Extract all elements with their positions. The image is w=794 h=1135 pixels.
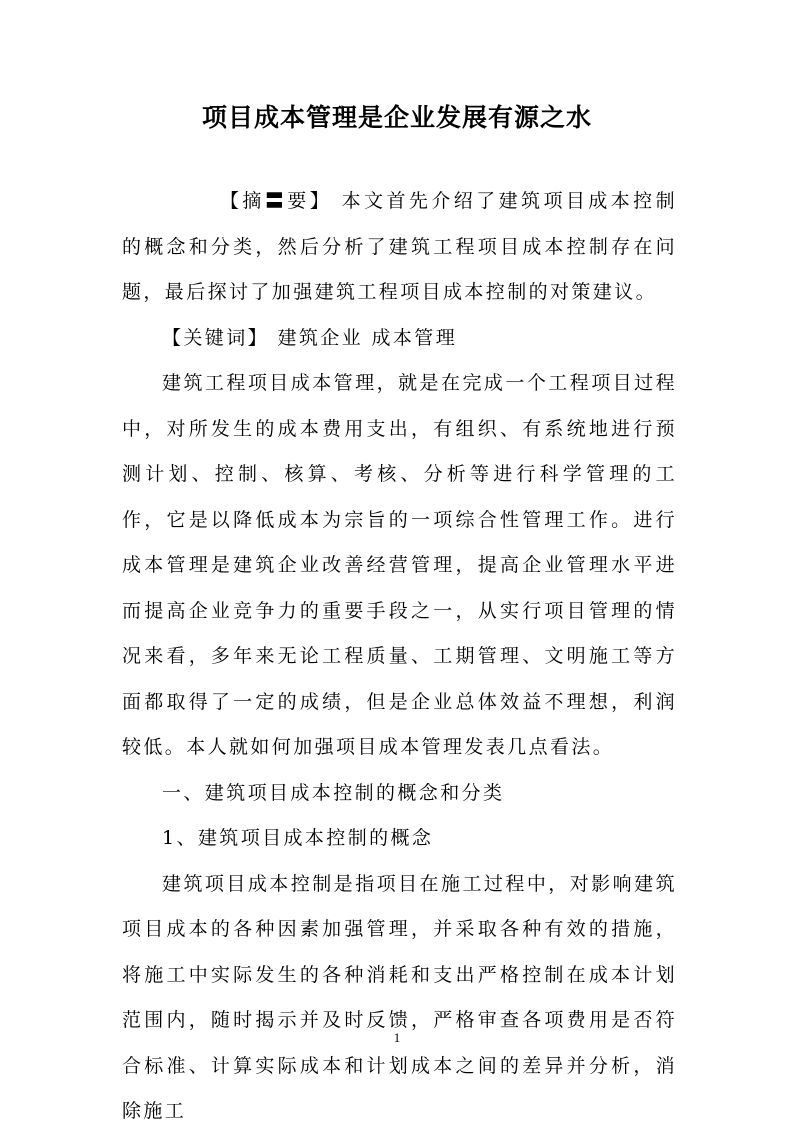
document-title: 项目成本管理是企业发展有源之水 [201,103,592,132]
document-body [122,179,677,1135]
section-heading: 一、建筑项目成本控制的概念和分类 [162,781,505,804]
keywords-paragraph [122,316,677,362]
keywords-label: 【关键词】 [162,326,270,349]
body-paragraph: 建筑项目成本控制是指项目在施工过程中，对影响建筑项目成本的各种因素加强管理，并采取各种有效的措施，将施工中实际发生的各种消耗和支出严格控制在成本计划范围内，随时揭示并及时反馈，严格审查各项费用是否符合标准、计算实际成本和计划成本之间的差异并分析，消除施工 [122,872,677,1122]
page-number: 1 [393,1030,401,1045]
abstract-paragraph [122,179,677,316]
subsection-heading: 1、建筑项目成本控制的概念 [162,827,434,849]
abstract-label: 【摘〓要】 [220,190,333,212]
intro-paragraph: 建筑工程项目成本管理，就是在完成一个工程项目过程中，对所发生的成本费用支出，有组织、有系统地进行预测计划、控制、核算、考核、分析等进行科学管理的工作，它是以降低成本为宗旨的一项综合性管理工作。进行成本管理是建筑企业改善经营管理，提高企业管理水平进而提高企业竞争力的重要手段之一，从实行项目管理的情况来看，多年来无论工程质量、工期管理、文明施工等方面都取得了一定的成绩，但是企业总体效益不理想，利润较低。本人就如何加强项目成本管理发表几点看法。 [122,372,677,758]
keywords-text: 建筑企业 成本管理 [277,326,458,349]
abstract-text: 本文首先介绍了建筑项目成本控制的概念和分类，然后分析了建筑工程项目成本控制存在问题，最后探讨了加强建筑工程项目成本控制的对策建议。 [122,190,677,303]
